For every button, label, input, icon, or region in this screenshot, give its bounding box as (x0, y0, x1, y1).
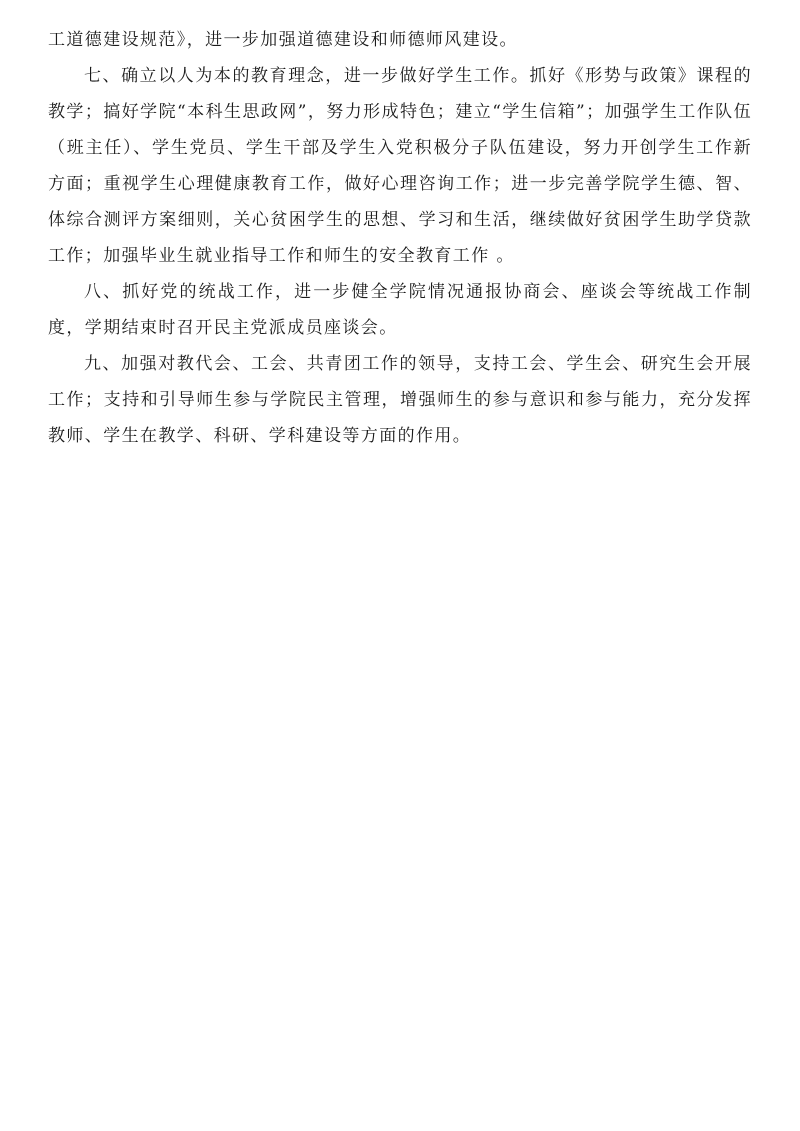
document-body (48, 22, 752, 454)
paragraph-item-7: 七、确立以人为本的教育理念，进一步做好学生工作。抓好《形势与政策》课程的教学；搞好学院“本科生思政网”，努力形成特色；建立“学生信箱”；加强学生工作队伍（班主任）、学生党员、学生干部及学生入党积极分子队伍建设，努力开创学生工作新方面；重视学生心理健康教育工作，做好心理咨询工作；进一步完善学院学生德、智、体综合测评方案细则，关心贫困学生的思想、学习和生活，继续做好贫困学生助学贷款工作；加强毕业生就业指导工作和师生的安全教育工作 。 (48, 66, 752, 266)
paragraph-item-9: 九、加强对教代会、工会、共青团工作的领导，支持工会、学生会、研究生会开展工作；支持和引导师生参与学院民主管理，增强师生的参与意识和参与能力，充分发挥教师、学生在教学、科研、学科建设等方面的作用。 (48, 354, 752, 446)
paragraph-item-8: 八、抓好党的统战工作，进一步健全学院情况通报协商会、座谈会等统战工作制度，学期结束时召开民主党派成员座谈会。 (48, 282, 752, 338)
paragraph-continuation: 工道德建设规范》，进一步加强道德建设和师德师风建设。 (48, 30, 518, 50)
